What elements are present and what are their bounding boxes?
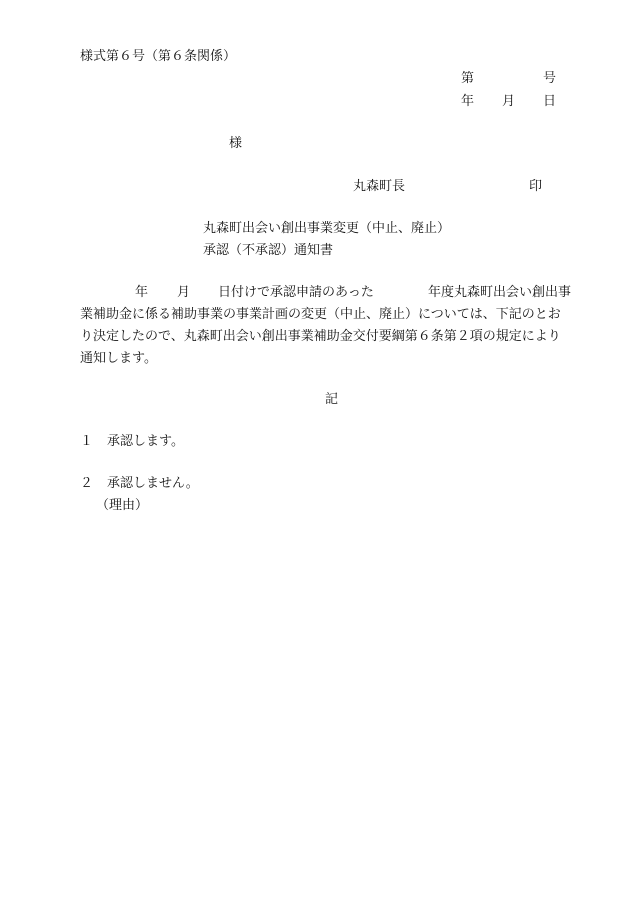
item-2-number: ２ [80, 476, 94, 491]
sender-name: 丸森町長 [353, 179, 406, 194]
date-month: 月 [502, 94, 516, 109]
doc-number-dai: 第 [461, 71, 475, 86]
item-1-number: １ [80, 434, 94, 449]
form-number: 様式第６号（第６条関係） [80, 49, 237, 64]
date-day: 日 [543, 94, 557, 109]
doc-number-go: 号 [543, 71, 557, 86]
body-line-4: 通知します。 [80, 351, 157, 366]
body-month: 月 [177, 285, 191, 300]
body-line-3: り決定したので、丸森町出会い創出事業補助金交付要綱第６条第２項の規定により [80, 329, 561, 344]
seal-mark: 印 [529, 179, 543, 194]
title-line-2: 承認（不承認）通知書 [203, 243, 334, 258]
body-year: 年 [135, 285, 149, 300]
body-line-1-end: 年度丸森町出会い創出事 [428, 285, 572, 300]
date-year: 年 [461, 94, 475, 109]
addressee-suffix: 様 [229, 136, 243, 151]
body-line-2: 業補助金に係る補助事業の事業計画の変更（中止、廃止）については、下記のとお [80, 307, 561, 322]
title-line-1: 丸森町出会い創出事業変更（中止、廃止） [203, 221, 451, 236]
reason-label: （理由） [96, 498, 149, 513]
ki-heading: 記 [325, 392, 339, 407]
item-1-text: 承認します。 [107, 434, 184, 449]
item-2-text: 承認しません。 [107, 476, 199, 491]
body-line-1-mid: 日付けで承認申請のあった [218, 285, 374, 300]
